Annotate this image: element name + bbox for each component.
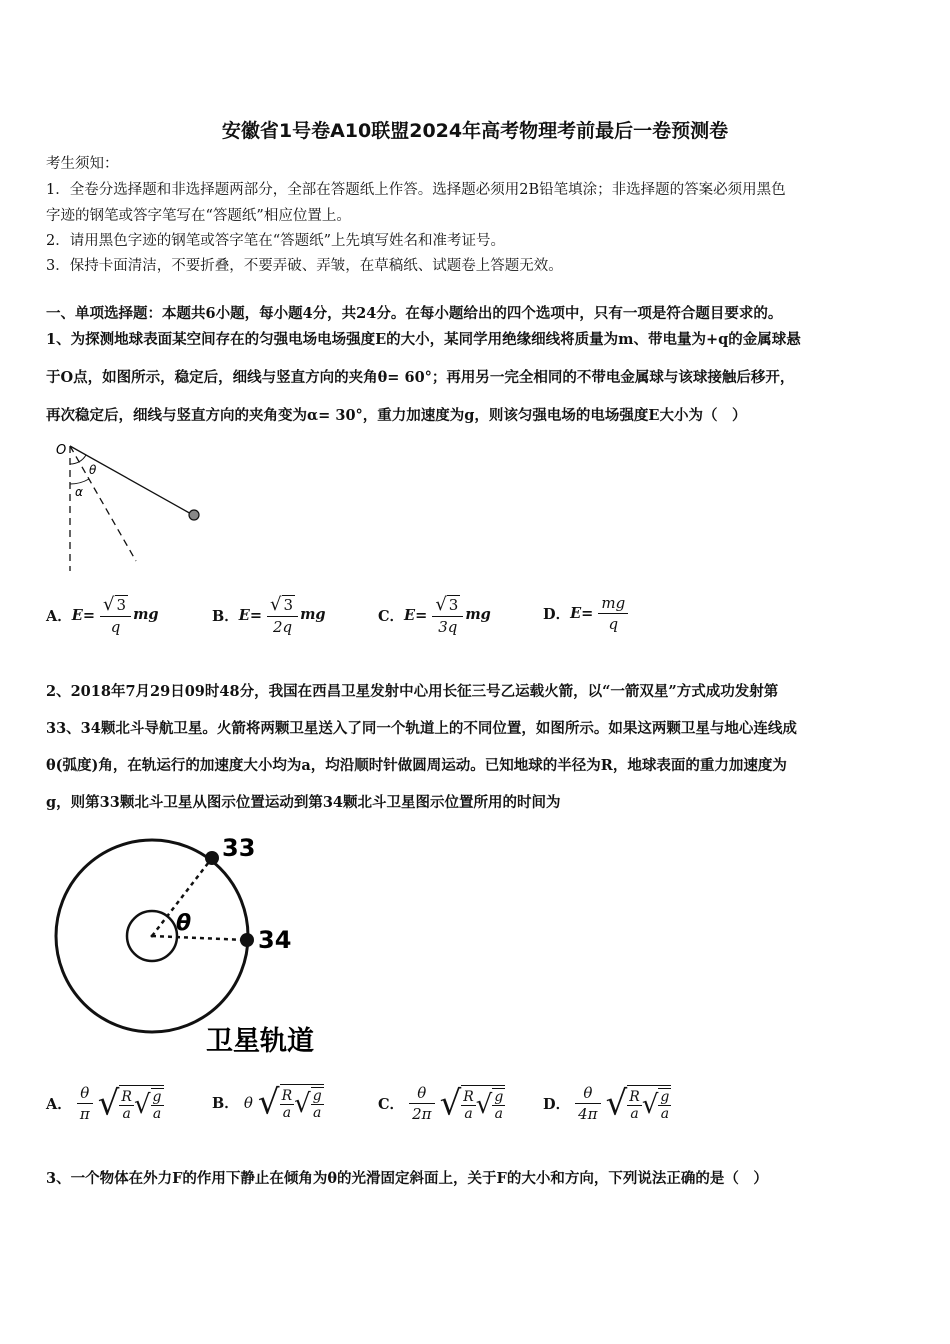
option-prefix: E=	[404, 606, 428, 624]
satellite-33-label: 33	[222, 834, 256, 862]
frac-numerator: θ	[575, 1084, 600, 1104]
q1-option-c: C．E= $\frac{√ 3}{3q}$ mg	[378, 594, 491, 636]
q1-option-a: A．E= $\frac{√ 3}{q}$ mg	[46, 594, 159, 636]
notice-item: 1．全卷分选择题和非选择题两部分，全部在答题纸上作答。选择题必须用2B铅笔填涂；非选择题的答案必须用黑色	[46, 182, 786, 198]
center-dot	[151, 935, 154, 938]
notice-item: 字迹的钢笔或答字笔写在“答题纸”相应位置上。	[46, 208, 351, 224]
section-heading: 一、单项选择题：本题共6小题，每小题4分，共24分。在每小题给出的四个选项中，只有一项是符合题目要求的。	[46, 305, 783, 322]
frac-denominator: 4π	[578, 1105, 598, 1123]
option-prefix: E=	[570, 605, 594, 622]
notice-heading: 考生须知：	[46, 156, 119, 172]
frac-denominator: π	[79, 1105, 90, 1123]
q2-option-b: B． θ √ $\frac{R}{a}$ √ $\frac{g}{a}$	[212, 1082, 322, 1123]
q2-option-c: C． $\frac{\theta}{2\pi}$ √ $\frac{R}{a}$ √ $\frac{g}{a}$	[378, 1083, 504, 1124]
q2-orbit-figure	[46, 826, 346, 1060]
q1-thread-line	[70, 446, 193, 515]
root-a: a	[122, 1105, 131, 1122]
root-a: a	[660, 1106, 670, 1122]
root-a: a	[630, 1105, 639, 1122]
q1-text-line: 于O点，如图所示，稳定后，细线与竖直方向的夹角θ= 60°；再用另一完全相同的不带电金属球与该球接触后移开，	[46, 369, 795, 386]
root-a: a	[494, 1106, 504, 1122]
root-g: g	[312, 1088, 322, 1104]
q1-metal-ball	[189, 510, 199, 520]
angle-label: θ	[176, 911, 192, 936]
orbit-caption: 卫星轨道	[206, 1026, 314, 1057]
frac-denominator: 2q	[272, 618, 293, 636]
root-g: g	[152, 1089, 162, 1105]
q1-label-o: O	[56, 443, 67, 458]
q2-option-d: D． $\frac{\theta}{4\pi}$ √ $\frac{R}{a}$ √ $\frac{g}{a}$	[543, 1083, 670, 1124]
q1-dashed-thread	[70, 446, 136, 561]
option-label: D．	[543, 606, 571, 623]
satellite-34	[240, 933, 254, 947]
q1-text-line: 再次稳定后，细线与竖直方向的夹角变为α= 30°，重力加速度为g，则该匀强电场的电场强度E大小为（ ）	[46, 407, 747, 424]
frac-denominator: q	[608, 615, 619, 633]
page-title: 安徽省1号卷A10联盟2024年高考物理考前最后一卷预测卷	[221, 120, 729, 142]
root-a: a	[282, 1104, 292, 1121]
q2-text-line: 2、2018年7月29日09时48分，我国在西昌卫星发射中心用长征三号乙运载火箭，以“一箭双星”方式成功发射第	[46, 683, 779, 700]
q3-text-line: 3、一个物体在外力F的作用下静止在倾角为θ的光滑固定斜面上，关于F的大小和方向，下列说法正确的是（ ）	[46, 1170, 768, 1187]
q1-option-d	[543, 594, 628, 633]
q1-label-theta: θ	[89, 463, 97, 477]
frac-numerator: 3	[283, 596, 294, 614]
frac-numerator: 3	[448, 596, 459, 614]
q2-text-line: g，则第33颗北斗卫星从图示位置运动到第34颗北斗卫星图示位置所用的时间为	[46, 794, 561, 811]
root-r: R	[463, 1088, 474, 1105]
radius-to-34	[152, 936, 246, 940]
option-prefix: E=	[238, 606, 262, 624]
option-label: C．	[378, 607, 405, 625]
frac-denominator: 3q	[438, 618, 458, 636]
option-suffix: mg	[465, 606, 491, 623]
q2-option-a: A． $\frac{\theta}{\pi}$ √ $\frac{R}{a}$ √ $\frac{g}{a}$	[46, 1083, 162, 1124]
option-suffix: mg	[133, 606, 159, 623]
option-label: A．	[46, 607, 72, 625]
option-label: A．	[46, 1096, 72, 1113]
frac-numerator: θ	[77, 1084, 93, 1104]
option-label: D．	[543, 1096, 571, 1113]
q1-label-alpha: α	[75, 485, 83, 499]
q1-option-b: B．E= $\frac{√ 3}{2q}$ mg	[212, 594, 326, 636]
option-suffix: mg	[300, 606, 326, 623]
frac-numerator: θ	[409, 1084, 434, 1104]
frac-numerator: mg	[598, 594, 628, 614]
option-theta: θ	[243, 1093, 253, 1112]
frac-denominator: q	[110, 618, 121, 636]
q2-text-line: 33、34颗北斗导航卫星。火箭将两颗卫星送入了同一个轨道上的不同位置，如图所示。如果这两颗卫星与地心连线成	[46, 720, 797, 737]
q1-text-line: 1、为探测地球表面某空间存在的匀强电场电场强度E的大小，某同学用绝缘细线将质量为m、带电量为+q的金属球悬	[46, 331, 801, 348]
frac-numerator: 3	[116, 596, 127, 614]
q1-alpha-arc	[70, 479, 89, 484]
option-label: B．	[212, 607, 239, 625]
root-a: a	[464, 1105, 473, 1122]
root-r: R	[281, 1087, 293, 1104]
root-r: R	[629, 1088, 640, 1105]
frac-denominator: 2π	[412, 1105, 432, 1123]
root-g: g	[660, 1089, 670, 1105]
q2-text-line: θ(弧度)角，在轨运行的加速度大小均为a，均沿顺时针做圆周运动。已知地球的半径为R，地球表面的重力加速度为	[46, 757, 787, 774]
q1-pendulum-figure	[50, 436, 220, 576]
option-label: B．	[212, 1095, 239, 1112]
root-a: a	[313, 1105, 322, 1121]
root-r: R	[121, 1088, 132, 1105]
option-label: C．	[378, 1096, 405, 1113]
option-prefix: E=	[71, 606, 95, 624]
satellite-34-label: 34	[258, 926, 292, 954]
root-a: a	[152, 1106, 162, 1122]
notice-item: 2．请用黑色字迹的钢笔或答字笔在“答题纸”上先填写姓名和准考证号。	[46, 233, 506, 249]
notice-item: 3．保持卡面清洁，不要折叠，不要弄破、弄皱，在草稿纸、试题卷上答题无效。	[46, 258, 563, 274]
satellite-33	[205, 851, 219, 865]
root-g: g	[494, 1089, 504, 1105]
